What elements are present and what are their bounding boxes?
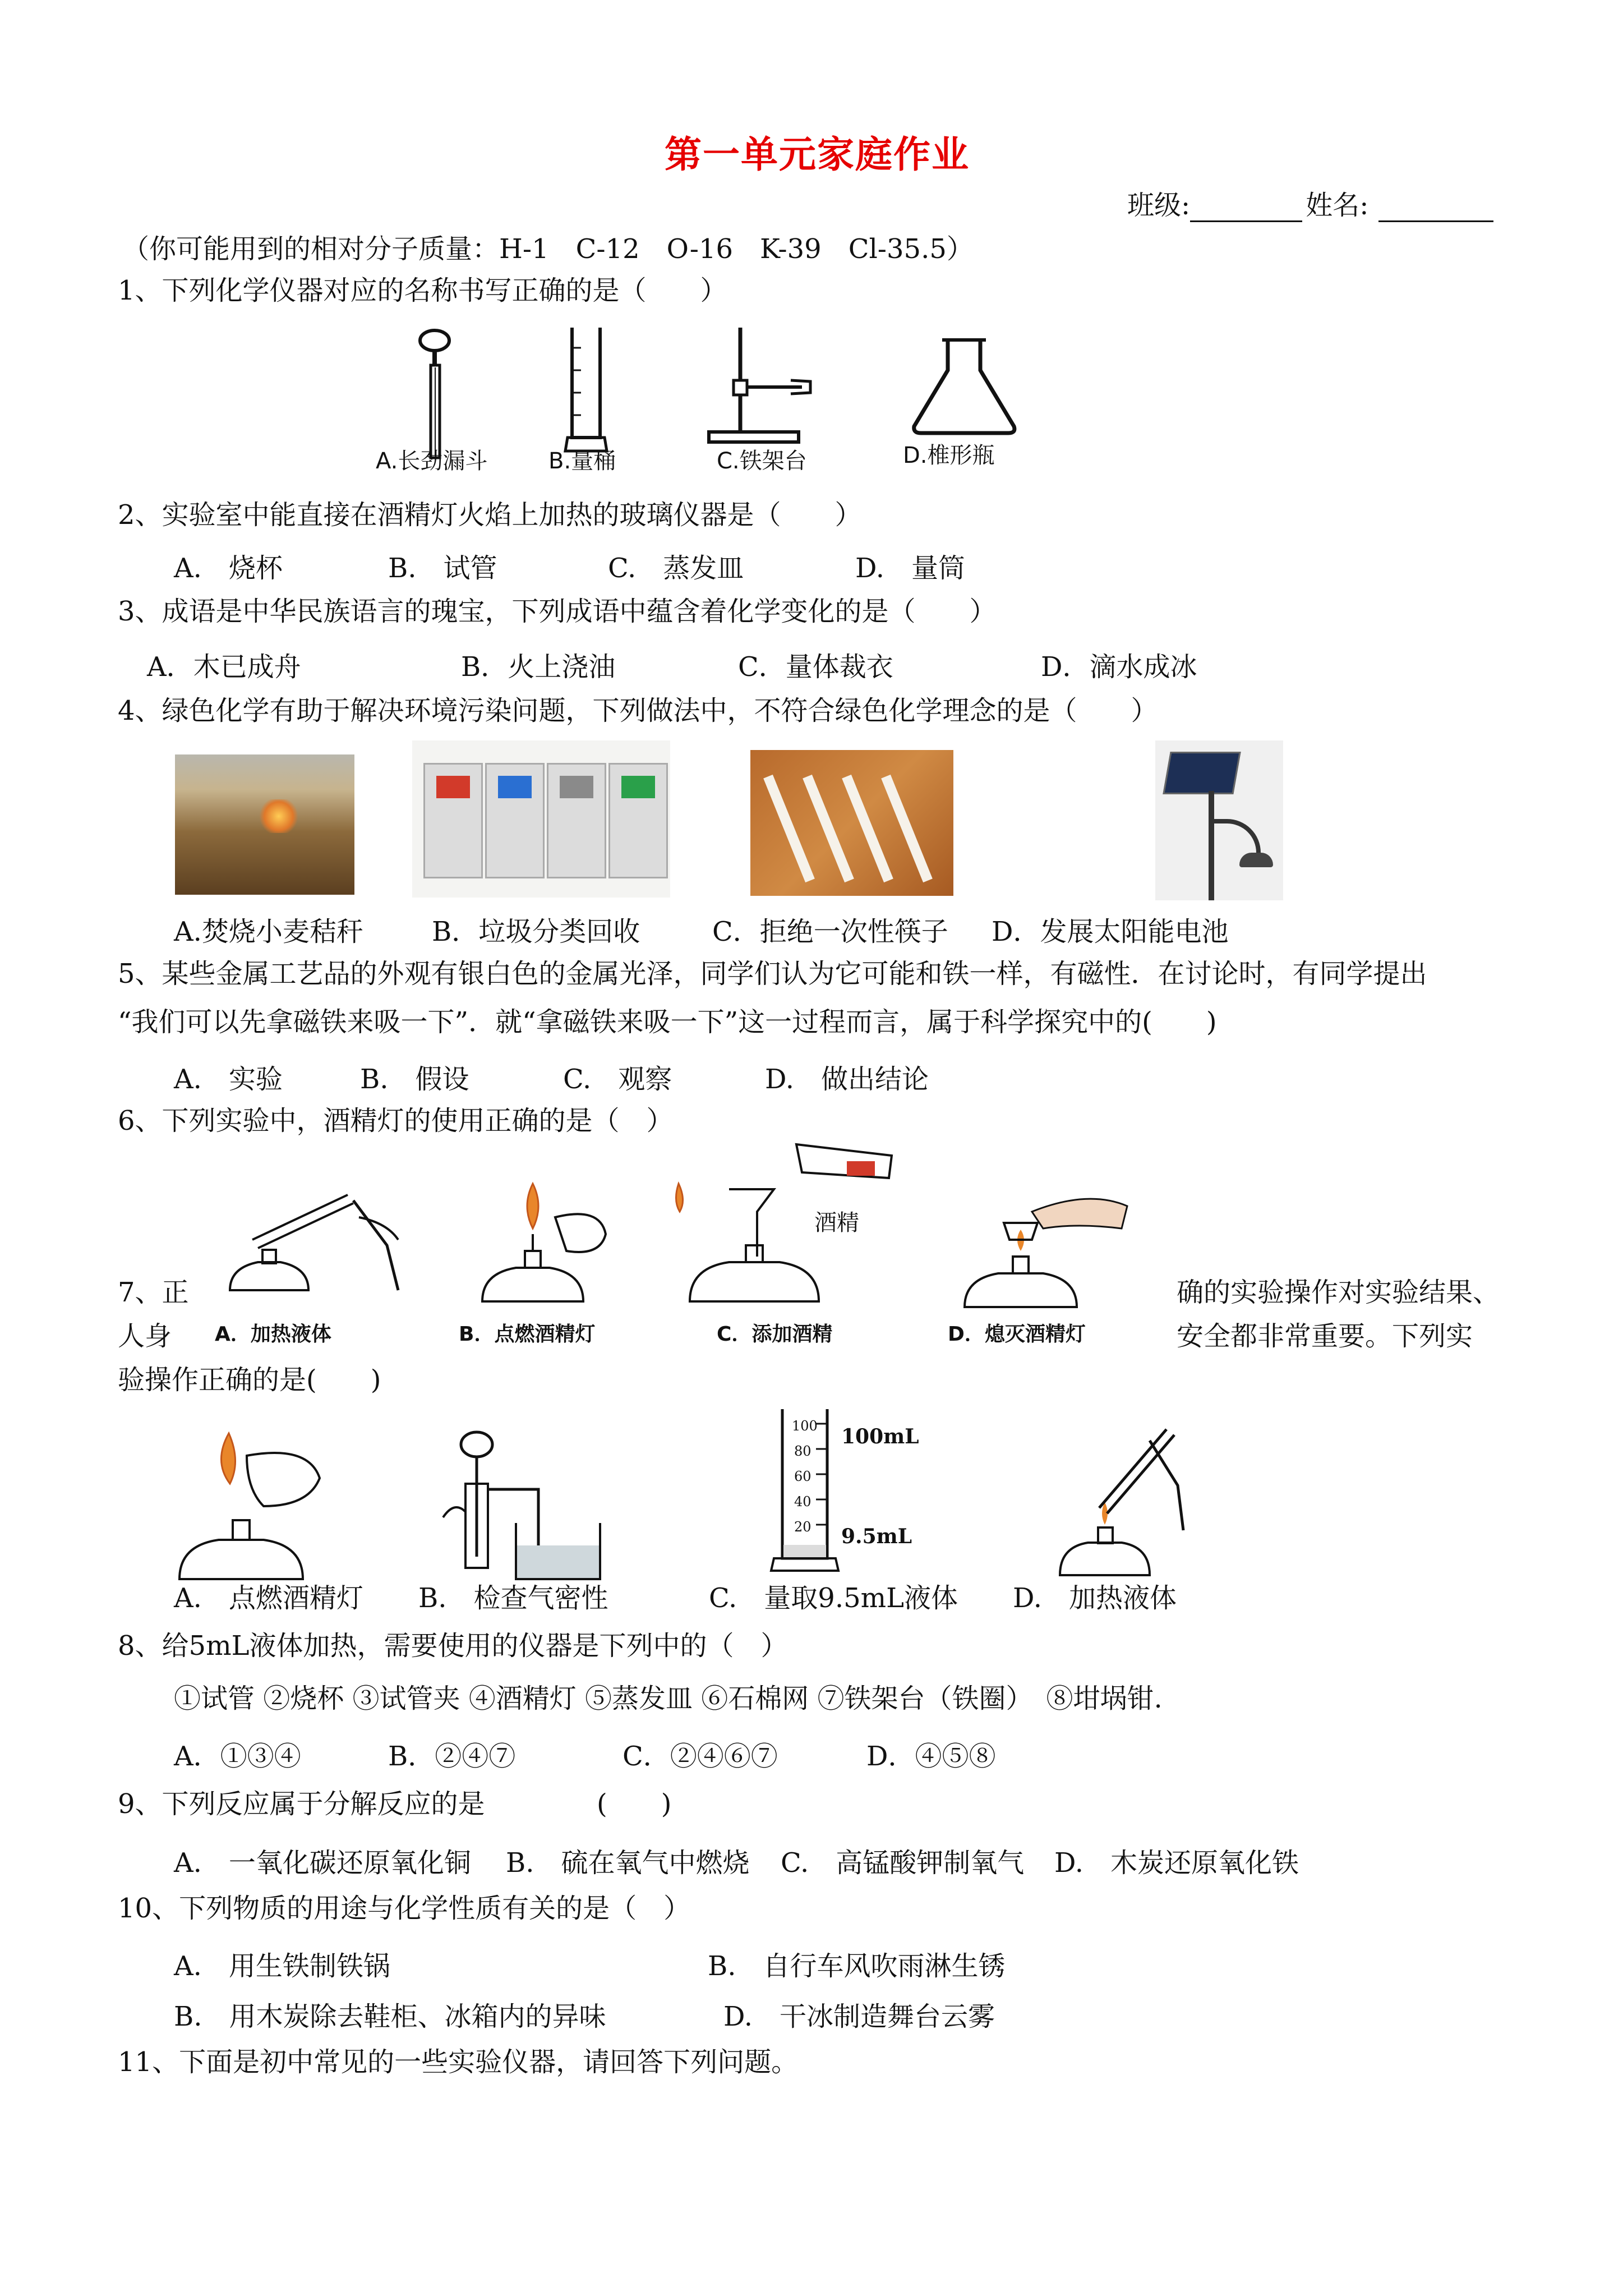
q3-stem: 3、成语是中华民族语言的瑰宝，下列成语中蕴含着化学变化的是（ ） [118,596,997,627]
adding-alcohol-figure-c [667,1139,903,1307]
q8-option-d[interactable]: D．④⑤⑧ [866,1741,996,1772]
airtightness-check-figure-7b [432,1422,634,1585]
page-title: 第一单元家庭作业 [665,132,970,176]
q2-option-c[interactable]: C. 蒸发皿 [608,553,744,584]
q5-option-a[interactable]: A. 实验 [174,1064,283,1095]
q3-option-c[interactable]: C．量体裁衣 [738,651,893,683]
q6-caption-b: B．点燃酒精灯 [459,1323,596,1346]
alcohol-label: 酒精 [814,1210,859,1236]
q6-caption-a: A．加热液体 [215,1323,331,1346]
q8-items: ①试管 ②烧杯 ③试管夹 ④酒精灯 ⑤蒸发皿 ⑥石棉网 ⑦铁架台（铁圈） ⑧坩埚钳. [174,1683,1163,1714]
heating-liquid-figure-a [219,1178,409,1313]
q5-option-c[interactable]: C. 观察 [563,1064,672,1095]
q4-stem: 4、绿色化学有助于解决环境污染问题，下列做法中，不符合绿色化学理念的是（ ） [118,695,1158,726]
long-neck-funnel-figure [409,328,477,463]
q10-option-b[interactable]: B. 自行车风吹雨淋生锈 [708,1950,1006,1982]
q5-line1: 5、某些金属工艺品的外观有银白色的金属光泽，同学们认为它可能和铁一样，有磁性．在讨论时，有同学提出 [118,958,1427,990]
q9-stem: 9、下列反应属于分解反应的是 [118,1788,485,1820]
cylinder-reading-label: 9.5mL [841,1525,912,1548]
q1-stem: 1、下列化学仪器对应的名称书写正确的是（ ） [118,275,727,306]
q11-stem: 11、下面是初中常见的一些实验仪器，请回答下列问题。 [118,2046,799,2078]
q2-option-d[interactable]: D. 量筒 [855,553,966,584]
q2-stem: 2、实验室中能直接在酒精灯火焰上加热的玻璃仪器是（ ） [118,499,862,531]
q5-option-b[interactable]: B. 假设 [360,1064,469,1095]
q10-stem: 10、下列物质的用途与化学性质有关的是（ ） [118,1893,691,1924]
recycling-bins-photo [412,740,670,898]
q7-option-d[interactable]: D. 加热液体 [1013,1582,1177,1614]
q5-line2: “我们可以先拿磁铁来吸一下”．就“拿磁铁来吸一下”这一过程而言，属于科学探究中的( ) [118,1006,1217,1038]
student-info [1127,188,1493,222]
iron-stand-figure [707,325,819,454]
q9-answer-paren[interactable]: ( ) [597,1788,672,1820]
q8-option-b[interactable]: B．②④⑦ [388,1741,516,1772]
q1-caption-c: C.铁架台 [717,448,807,474]
name-field[interactable] [1378,198,1493,222]
name-label: 姓名: [1306,190,1369,221]
cylinder-capacity-label: 100mL [841,1425,919,1448]
q7-fragment-left-2: 人身 [118,1320,172,1352]
class-label: 班级: [1127,190,1191,221]
lighting-lamp-figure-b [471,1172,617,1313]
q7-fragment-right-2: 安全都非常重要。下列实 [1177,1320,1473,1352]
q4-option-d[interactable]: D．发展太阳能电池 [992,916,1229,947]
class-field[interactable] [1190,198,1302,222]
q7-line3: 验操作正确的是( ) [118,1364,381,1396]
q3-option-b[interactable]: B．火上浇油 [461,651,616,683]
heating-liquid-figure-7d [1038,1418,1206,1581]
q6-caption-c: C．添加酒精 [717,1323,833,1346]
solar-street-lamp-photo [1155,740,1283,900]
q4-option-b[interactable]: B．垃圾分类回收 [432,916,640,947]
q1-caption-d: D.椎形瓶 [903,443,995,468]
q7-option-c[interactable]: C. 量取9.5mL液体 [709,1582,958,1614]
molecular-mass-note: （你可能用到的相对分子质量：H-1 C-12 O-16 K-39 Cl-35.5） [122,233,974,265]
chopsticks-photo [750,750,953,896]
cylinder-tick-100: 100 [792,1418,818,1434]
q8-option-a[interactable]: A．①③④ [174,1741,301,1772]
burning-straw-photo [175,754,354,895]
q7-option-a[interactable]: A. 点燃酒精灯 [174,1582,363,1614]
cylinder-tick-60: 60 [794,1469,811,1484]
q9-option-d[interactable]: D. 木炭还原氧化铁 [1054,1847,1299,1879]
q2-option-a[interactable]: A. 烧杯 [174,553,283,584]
q1-caption-b: B.量桶 [548,448,616,474]
q4-option-c[interactable]: C．拒绝一次性筷子 [712,916,948,947]
q3-option-d[interactable]: D．滴水成冰 [1041,651,1197,683]
q9-option-a[interactable]: A. 一氧化碳还原氧化铜 [174,1847,471,1879]
q5-option-d[interactable]: D. 做出结论 [765,1064,929,1095]
graduated-cylinder-figure [555,325,617,454]
q9-option-c[interactable]: C. 高锰酸钾制氧气 [781,1847,1025,1879]
q9-option-b[interactable]: B. 硫在氧气中燃烧 [506,1847,750,1879]
q8-option-c[interactable]: C．②④⑥⑦ [623,1741,778,1772]
q10-option-a[interactable]: A. 用生铁制铁锅 [174,1950,390,1982]
q8-stem: 8、给5mL液体加热，需要使用的仪器是下列中的（ ） [118,1630,788,1662]
q10-option-d[interactable]: D. 干冰制造舞台云雾 [723,2001,995,2032]
q4-option-a[interactable]: A.焚烧小麦秸秆 [174,916,363,947]
q1-caption-a: A.长劲漏斗 [376,448,488,474]
lighting-lamp-figure-7a [168,1422,336,1585]
cylinder-tick-20: 20 [794,1519,811,1535]
q7-fragment-right-1: 确的实验操作对实验结果、 [1177,1277,1500,1308]
q7-option-b[interactable]: B. 检查气密性 [418,1582,608,1614]
q7-fragment-left-1: 7、正 [118,1277,189,1308]
q6-stem: 6、下列实验中，酒精灯的使用正确的是（ ） [118,1105,674,1137]
q10-option-b2[interactable]: B. 用木炭除去鞋柜、冰箱内的异味 [174,2001,606,2032]
cylinder-tick-40: 40 [794,1494,811,1510]
erlenmeyer-flask-figure [909,337,1021,438]
q6-caption-d: D．熄灭酒精灯 [948,1323,1086,1346]
extinguish-lamp-figure-d [953,1167,1133,1313]
cylinder-tick-80: 80 [794,1443,811,1459]
q3-option-a[interactable]: A．木已成舟 [147,651,301,683]
q2-option-b[interactable]: B. 试管 [388,553,497,584]
